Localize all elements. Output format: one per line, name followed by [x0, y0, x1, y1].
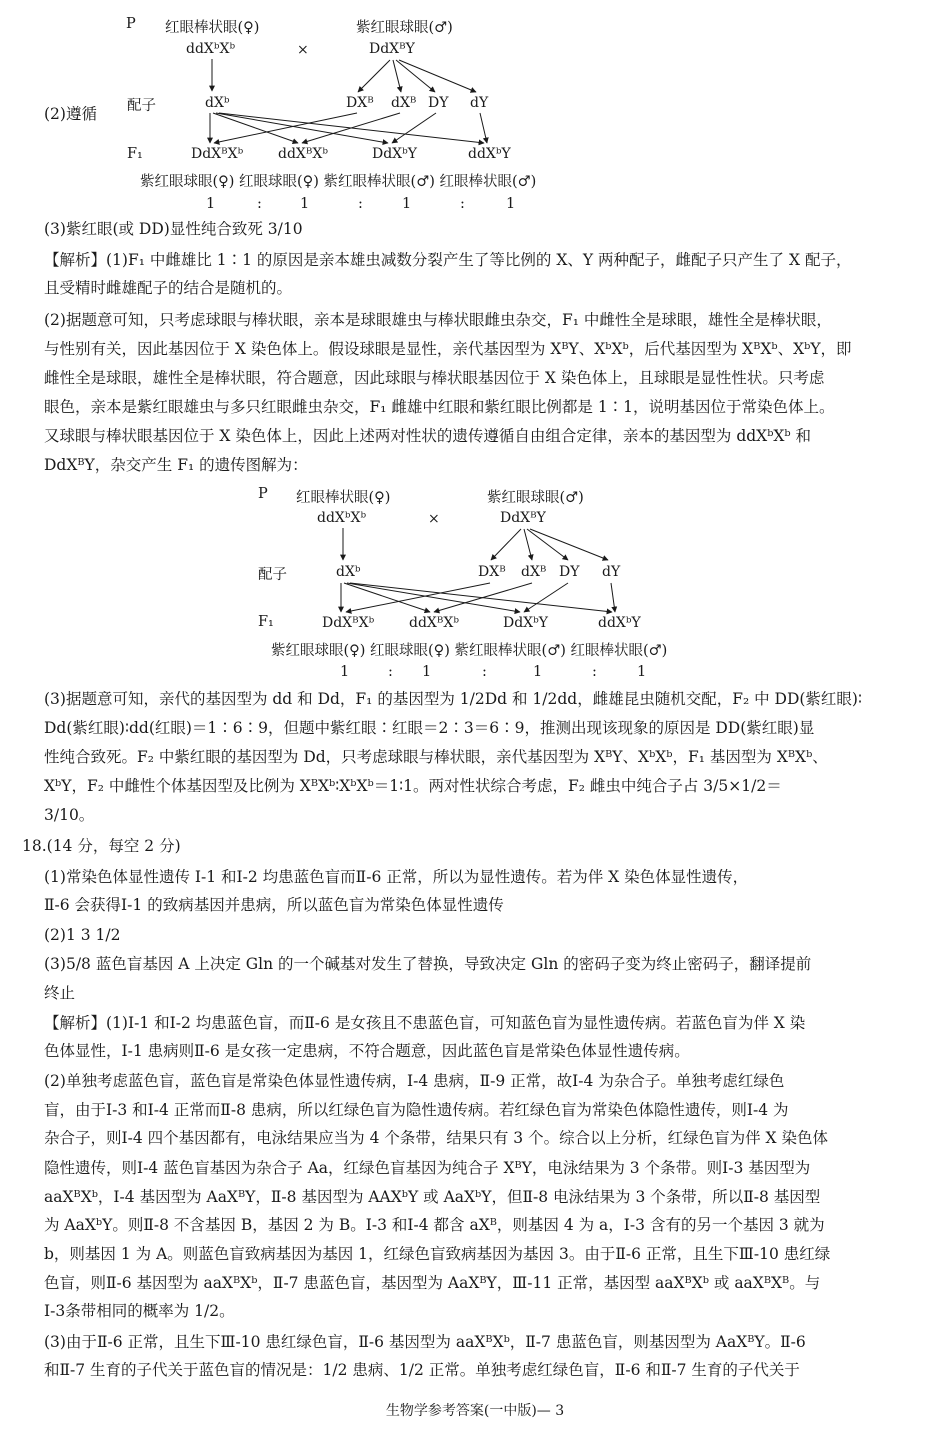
text-line: 色盲，则Ⅱ-6 基因型为 aaXᴮXᵇ，Ⅱ-7 患蓝色盲，基因型为 AaXᴮY，Ⅲ-11 正常，基因型 aaXᴮXᵇ 或 aaXᴮXᴮ。与: [44, 1274, 821, 1292]
text-line: (1)常染色体显性遗传 Ⅰ-1 和Ⅰ-2 均患蓝色盲而Ⅱ-6 正常，所以为显性遗传。若为伴 X 染色体显性遗传，: [44, 868, 749, 886]
text-line: XᵇY，F₂ 中雌性个体基因型及比例为 XᴮXᵇ∶XᵇXᵇ＝1∶1。两对性状综合考虑，F₂ 雌虫中纯合子占 3/5×1/2＝: [44, 777, 782, 795]
father-genotype: DdXᴮY: [500, 510, 546, 526]
ratio: 1: [533, 664, 543, 680]
gamete: dXᴮ: [391, 95, 417, 111]
offspring: DdXᵇY: [503, 615, 548, 631]
gamete: DXᴮ: [346, 95, 374, 111]
text-line: 且受精时雌雄配子的结合是随机的。: [44, 279, 293, 297]
offspring: DdXᴮXᵇ: [191, 146, 244, 162]
text-line: b，则基因 1 为 A。则蓝色盲致病基因为基因 1，红绿色盲致病基因为基因 3。由于Ⅱ-6 正常，且生下Ⅲ-10 患红绿: [44, 1245, 831, 1263]
text-line: 为 AaXᵇY。则Ⅱ-8 不含基因 B，基因 2 为 B。Ⅰ-3 和Ⅰ-4 都含 aXᴮ，则基因 4 为 a，Ⅰ-3 含有的另一个基因 3 就为: [44, 1216, 825, 1234]
gamete: dY: [602, 564, 621, 580]
arrow: [302, 113, 400, 143]
gamete-label: 配子: [258, 567, 287, 583]
text-line: 色体显性，Ⅰ-1 患病则Ⅱ-6 是女孩一定患病，不符合题意，因此蓝色盲是常染色体显性遗传病。: [44, 1042, 690, 1060]
father-genotype: DdXᴮY: [369, 41, 415, 57]
page-footer: 生物学参考答案(一中版)— 3: [385, 1403, 565, 1419]
text-line: Ⅰ-3条带相同的概率为 1/2。: [44, 1302, 235, 1320]
mother-phenotype: 红眼棒状眼(♀): [296, 490, 391, 506]
text-line: 盲，由于Ⅰ-3 和Ⅰ-4 正常而Ⅱ-8 患病，所以红绿色盲为隐性遗传病。若红绿色盲为常染色体隐性遗传，则Ⅰ-4 为: [44, 1101, 789, 1119]
gamete: DY: [559, 564, 580, 580]
arrow: [396, 60, 435, 92]
text-line: DdXᴮY，杂交产生 F₁ 的遗传图解为：: [44, 456, 308, 474]
gamete: dY: [470, 95, 489, 111]
text-line: (3)由于Ⅱ-6 正常，且生下Ⅲ-10 患红绿色盲，Ⅱ-6 基因型为 aaXᴮXᵇ，Ⅱ-7 患蓝色盲，则基因型为 AaXᴮY。Ⅱ-6: [44, 1333, 806, 1351]
offspring-phenotypes: 紫红眼球眼(♀) 红眼球眼(♀) 紫红眼棒状眼(♂) 红眼棒状眼(♂): [271, 643, 668, 659]
ratio: 1: [402, 196, 412, 212]
ratio: :: [388, 664, 393, 680]
text-line: Ⅱ-6 会获得Ⅰ-1 的致病基因并患病，所以蓝色盲为常染色体显性遗传: [44, 896, 504, 914]
text-line: (3)据题意可知，亲代的基因型为 dd 和 Dd，F₁ 的基因型为 1/2Dd 和 1/2dd，雌雄昆虫随机交配，F₂ 中 DD(紫红眼)∶: [44, 690, 862, 708]
ratio: 1: [300, 196, 310, 212]
ratio: 1: [422, 664, 432, 680]
text-line: (3)5/8 蓝色盲基因 A 上决定 Gln 的一个碱基对发生了替换，导致决定 Gln 的密码子变为终止密码子，翻译提前: [44, 955, 812, 973]
arrow: [524, 529, 532, 560]
arrow: [216, 113, 388, 143]
arrow: [350, 583, 612, 612]
ratio: 1: [637, 664, 647, 680]
ratio: :: [257, 196, 262, 212]
text-line: 雌性全是球眼，雄性全是棒状眼，符合题意，因此球眼与棒状眼基因位于 X 染色体上，且球眼是显性性状。只考虑: [44, 369, 825, 387]
mother-phenotype: 红眼棒状眼(♀): [165, 20, 260, 36]
ratio: 1: [340, 664, 350, 680]
father-phenotype: 紫红眼球眼(♂): [356, 20, 453, 36]
text-line: (2)1 3 1/2: [44, 926, 121, 944]
text-line: 【解析】(1)Ⅰ-1 和Ⅰ-2 均患蓝色盲，而Ⅱ-6 是女孩且不患蓝色盲，可知蓝色盲为显性遗传病。若蓝色盲为伴 X 染: [44, 1014, 806, 1032]
p-label: P: [126, 16, 136, 32]
arrow: [434, 583, 532, 612]
arrow: [393, 60, 401, 92]
text-line: 杂合子，则Ⅰ-4 四个基因都有，电泳结果应当为 4 个条带，结果只有 3 个。综合以上分析，红绿色盲为伴 X 染色体: [44, 1129, 828, 1147]
arrow: [491, 529, 521, 560]
ratio: :: [358, 196, 363, 212]
gamete: dXᵇ: [336, 564, 361, 580]
text-line: 3/10。: [44, 806, 95, 824]
text-line: 隐性遗传，则Ⅰ-4 蓝色盲基因为杂合子 Aa，红绿色盲基因为纯合子 XᴮY，电泳结果为 3 个条带。则Ⅰ-3 基因型为: [44, 1159, 811, 1177]
text-line: aaXᴮXᵇ，Ⅰ-4 基因型为 AaXᴮY，Ⅱ-8 基因型为 AAXᵇY 或 AaXᵇY，但Ⅱ-8 电泳结果为 3 个条带，所以Ⅱ-8 基因型: [44, 1188, 821, 1206]
text-line: 【解析】(1)F₁ 中雌雄比 1∶1 的原因是亲本雄虫减数分裂产生了等比例的 X、Y 两种配子，雌配子只产生了 X 配子，: [44, 251, 852, 269]
question-heading: 18.(14 分，每空 2 分): [22, 837, 181, 855]
offspring: ddXᵇY: [468, 146, 511, 162]
text-line: 性纯合致死。F₂ 中紫红眼的基因型为 Dd，只考虑球眼与棒状眼，亲代基因型为 XᴮY、XᵇXᵇ，F₁ 基因型为 XᴮXᵇ、: [44, 748, 828, 766]
text-line: 又球眼与棒状眼基因位于 X 染色体上，因此上述两对性状的遗传遵循自由组合定律，亲本的基因型为 ddXᵇXᵇ 和: [44, 427, 812, 445]
p-label: P: [258, 486, 268, 502]
f1-label: F₁: [127, 146, 143, 162]
text-line: (3)紫红眼(或 DD)显性纯合致死 3/10: [44, 220, 303, 238]
text-line: (2)单独考虑蓝色盲，蓝色盲是常染色体显性遗传病，Ⅰ-4 患病，Ⅱ-9 正常，故Ⅰ-4 为杂合子。单独考虑红绿色: [44, 1072, 785, 1090]
ratio: 1: [506, 196, 516, 212]
offspring-phenotypes: 紫红眼球眼(♀) 红眼球眼(♀) 紫红眼棒状眼(♂) 红眼棒状眼(♂): [140, 174, 537, 190]
text-line: 与性别有关，因此基因位于 X 染色体上。假设球眼是显性，亲代基因型为 XᴮY、XᵇXᵇ，后代基因型为 XᴮXᵇ、XᵇY，即: [44, 340, 852, 358]
offspring: ddXᴮXᵇ: [409, 615, 459, 631]
cross-symbol: ×: [297, 42, 309, 58]
text-line: (2)据题意可知，只考虑球眼与棒状眼，亲本是球眼雄虫与棒状眼雌虫杂交，F₁ 中雌性全是球眼，雄性全是棒状眼，: [44, 311, 832, 329]
arrow: [524, 583, 568, 612]
offspring: DdXᵇY: [372, 146, 417, 162]
ratio: 1: [206, 196, 216, 212]
gamete: dXᴮ: [521, 564, 547, 580]
arrow: [527, 529, 568, 560]
f1-label: F₁: [258, 614, 274, 630]
mother-genotype: ddXᵇXᵇ: [186, 41, 236, 57]
offspring: DdXᴮXᵇ: [322, 615, 375, 631]
father-phenotype: 紫红眼球眼(♂): [487, 490, 584, 506]
cross-symbol: ×: [428, 511, 440, 527]
offspring: ddXᵇY: [598, 615, 641, 631]
text-line: 眼色，亲本是紫红眼雄虫与多只红眼雌虫杂交，F₁ 雌雄中红眼和紫红眼比例都是 1∶1，说明基因位于常染色体上。: [44, 398, 835, 416]
mother-genotype: ddXᵇXᵇ: [317, 510, 367, 526]
arrow: [358, 60, 390, 92]
arrow: [392, 113, 436, 143]
ratio: :: [460, 196, 465, 212]
follows-label: (2)遵循: [44, 105, 97, 123]
arrow: [611, 583, 615, 612]
text-line: Dd(紫红眼)∶dd(红眼)＝1∶6∶9，但题中紫红眼∶红眼＝2∶3＝6∶9，推测出现该现象的原因是 DD(紫红眼)显: [44, 719, 815, 737]
ratio: :: [592, 664, 597, 680]
text-line: 终止: [44, 984, 76, 1002]
gamete: DXᴮ: [478, 564, 506, 580]
text-line: 和Ⅱ-7 生育的子代关于蓝色盲的情况是：1/2 患病、1/2 正常。单独考虑红绿色盲，Ⅱ-6 和Ⅱ-7 生育的子代关于: [44, 1361, 800, 1379]
gamete-label: 配子: [127, 98, 156, 114]
arrow: [530, 529, 608, 560]
gamete: dXᵇ: [205, 95, 230, 111]
ratio: :: [482, 664, 487, 680]
gamete: DY: [428, 95, 449, 111]
arrow: [399, 60, 476, 92]
arrow: [347, 583, 520, 612]
arrow: [480, 113, 487, 143]
offspring: ddXᴮXᵇ: [278, 146, 328, 162]
